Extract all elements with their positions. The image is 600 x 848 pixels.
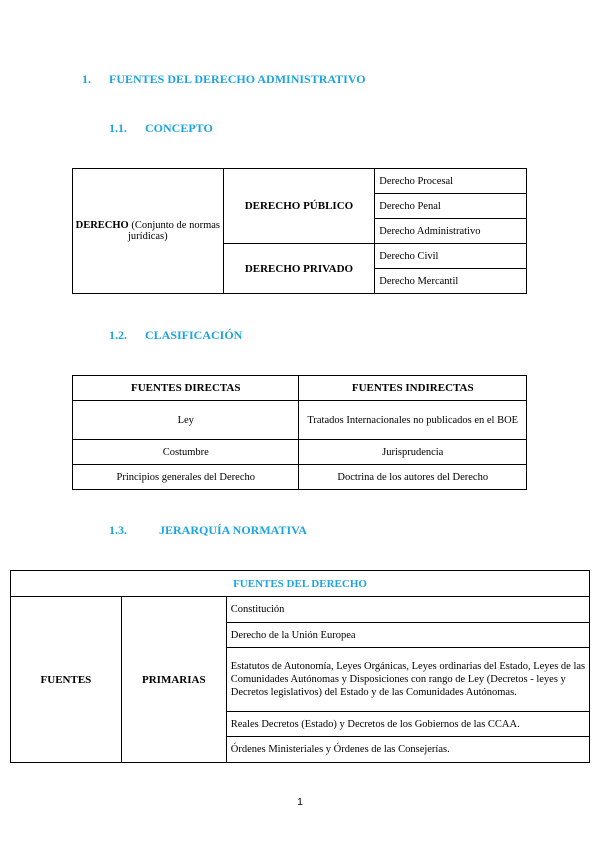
jerarquia-item: Reales Decretos (Estado) y Decretos de los Gobiernos de las CCAA. [226, 712, 589, 737]
section-number: 1.1. [109, 121, 127, 135]
jerarquia-item: Estatutos de Autonomía, Leyes Orgánicas, Leyes ordinarias del Estado, Leyes de las Comunidades Autónomas y Disposiciones con rango de Ley (Decretos - leyes y Decretos legislativos) del Estado y de las Comunidades Autónomas. [226, 648, 589, 712]
table-cell: Doctrina de los autores del Derecho [299, 465, 527, 490]
section-heading-1-2 [109, 328, 242, 343]
section-heading-1-1 [109, 121, 213, 136]
table-cell: Ley [73, 401, 299, 440]
jerarquia-table [10, 570, 590, 763]
section-title: CONCEPTO [145, 121, 213, 135]
header-fuentes-indirectas: FUENTES INDIRECTAS [299, 376, 527, 401]
derecho-label: DERECHO [75, 220, 129, 231]
table-cell: Costumbre [73, 440, 299, 465]
jerarquia-title: FUENTES DEL DERECHO [11, 571, 590, 597]
clasificacion-table [72, 375, 527, 490]
derecho-cell [73, 169, 224, 294]
derecho-note: (Conjunto de normas jurídicas) [127, 220, 220, 242]
publico-item: Derecho Procesal [375, 169, 527, 194]
table-cell: Jurisprudencia [299, 440, 527, 465]
section-number: 1.2. [109, 328, 127, 342]
table-cell: Tratados Internacionales no publicados en el BOE [299, 401, 527, 440]
derecho-publico-cell: DERECHO PÚBLICO [223, 169, 375, 244]
section-heading-1-3 [109, 523, 307, 538]
publico-item: Derecho Penal [375, 194, 527, 219]
page-number: 1 [297, 797, 303, 808]
table-cell: Principios generales del Derecho [73, 465, 299, 490]
derecho-privado-cell: DERECHO PRIVADO [223, 244, 375, 294]
section-number: 1.3. [109, 523, 127, 537]
concepto-table [72, 168, 527, 294]
section-title: JERARQUÍA NORMATIVA [159, 523, 307, 537]
privado-item: Derecho Mercantil [375, 269, 527, 294]
jerarquia-item: Constitución [226, 597, 589, 623]
primarias-cell: PRIMARIAS [121, 597, 226, 763]
header-fuentes-directas: FUENTES DIRECTAS [73, 376, 299, 401]
jerarquia-item: Órdenes Ministeriales y Órdenes de las Consejerías. [226, 737, 589, 763]
privado-item: Derecho Civil [375, 244, 527, 269]
section-number: 1. [82, 72, 91, 86]
jerarquia-item: Derecho de la Unión Europea [226, 623, 589, 648]
publico-item: Derecho Administrativo [375, 219, 527, 244]
section-heading-1 [82, 72, 366, 87]
section-title: FUENTES DEL DERECHO ADMINISTRATIVO [109, 72, 366, 86]
section-title: CLASIFICACIÓN [145, 328, 243, 342]
fuentes-cell: FUENTES [11, 597, 122, 763]
